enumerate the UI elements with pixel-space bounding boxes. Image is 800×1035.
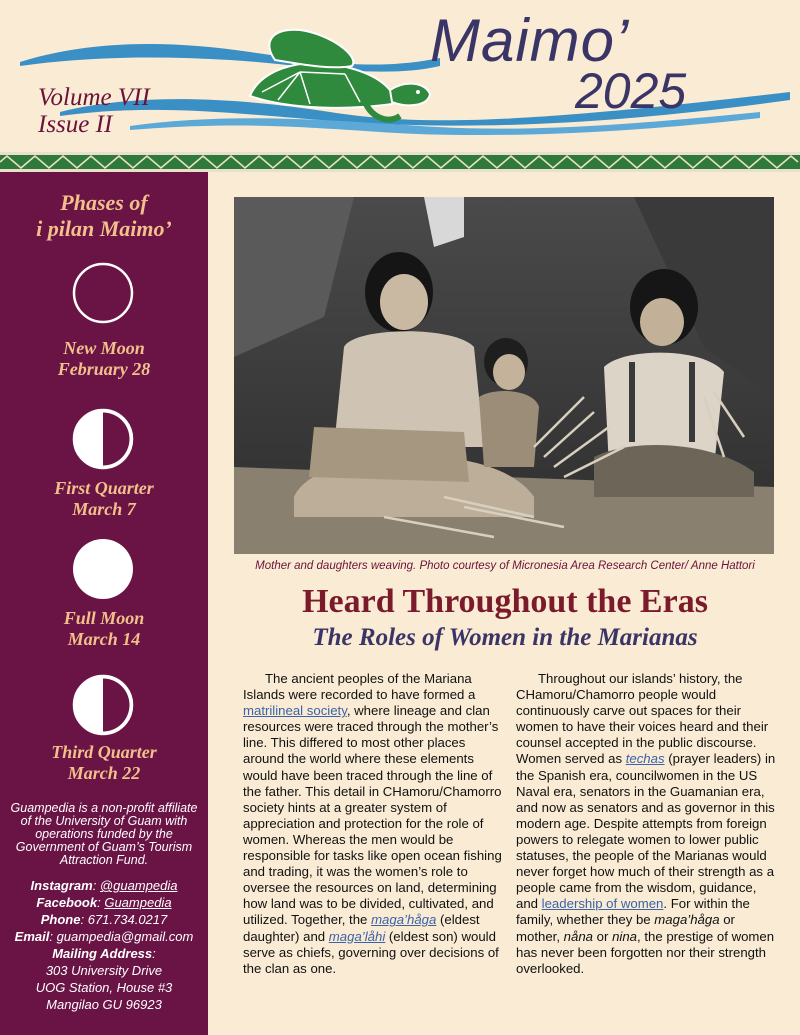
sidebar-heading-line1: Phases of [60,190,148,215]
address-line2: UOG Station, House #3 [35,980,173,995]
col2-emphasis: nina [612,928,637,944]
photo-caption: Mother and daughters weaving. Photo courtesy of Micronesia Area Research Center/ Anne Hattori [255,560,755,572]
volume-label: Volume VII [38,84,150,111]
facebook-link[interactable]: Guampedia [104,895,172,910]
full-moon-icon [72,538,134,600]
col2-text: , the prestige of women has never been forgotten nor their strength overlooked. [516,928,775,976]
sidebar-heading [0,190,208,242]
issue-label: Issue II [38,111,113,138]
matrilineal-society-link[interactable]: matrilineal society [243,703,347,719]
col2-emphasis: nåna [563,928,593,944]
phase-new-moon [0,338,208,380]
magalahi-link[interactable]: maga’låhi [328,928,386,944]
decorative-border [0,152,800,172]
article-headline: Heard Throughout the Eras [302,583,708,620]
phase-full-moon [0,608,208,650]
address-line3: Mangilao GU 96923 [46,997,162,1012]
col2-text: or [593,928,613,944]
instagram-label: Instagram [30,878,93,893]
weaving-photo-illustration [234,197,774,554]
instagram-link[interactable]: @guampedia [99,878,178,893]
volume-issue [38,84,150,138]
first-quarter-moon-icon [72,408,134,470]
facebook-label: Facebook [36,895,98,910]
phase-date: March 22 [67,763,141,783]
new-moon-icon [72,262,134,324]
about-guampedia: Guampedia is a non-profit affiliate of the University of Guam with operations funded by the Government of Guam’s Tourism Attraction Fund. [10,801,198,867]
phase-first-quarter [0,478,208,520]
phase-third-quarter [0,742,208,784]
techas-link[interactable]: techas [625,751,665,767]
phase-date: February 28 [57,359,151,379]
col1-text: (eldest daughter) and [243,912,480,944]
sidebar-heading-line2: i pilan Maimo’ [36,216,172,241]
leadership-of-women-link[interactable]: leadership of women [541,896,664,912]
col2-text: (prayer leaders) in the Spanish era, councilwomen in the US Naval era, senators in the Guamanian era, and now as senators and as governor in this modern age. Despite attempts from foreign powers to relegate women to lower public statuses, the people of the Marianas would never forget how much of their strength as a people came from the wisdom, guidance, and [516,751,776,912]
phone-number: 671.734.0217 [87,912,168,927]
article-column-1 [243,671,508,977]
newsletter-year: 2025 [575,63,687,119]
article-column-2 [516,671,778,977]
mailing-label: Mailing Address [52,946,153,961]
col2-text: or mother, [516,912,735,944]
phone-line: Phone: 671.734.0217 [40,912,168,927]
masthead [0,0,800,152]
email-label: Email [14,929,50,944]
phone-label: Phone [40,912,81,927]
col2-text: Throughout our islands’ history, the CHamoru/Chamorro people would continuously carve out spaces for their women to have their voices heard and their counsel accepted in the public discourse. Women served as [516,671,769,767]
newsletter-title: Maimo’ [430,7,630,74]
article-subheadline: The Roles of Women in the Marianas [312,624,698,651]
weaving-photo [234,197,774,554]
address-line1: 303 University Drive [45,963,163,978]
phase-name: Third Quarter [51,742,157,762]
col2-emphasis: maga’håga [654,912,720,928]
col1-text: , where lineage and clan resources were traced through the mother’s line. This differed to most other places around the world where these elements would have been traced through the line of the father. This detail in CHamoru/Chamorro society hints at a greater system of appreciation and protection for the role of women. Whereas the men would be responsible for tasks like open ocean fishing and trading, it was the women’s role to oversee the resources on land, determining how land was to be divided, cultivated, and utilized. Together, the [243,703,502,928]
magahaga-link[interactable]: maga’håga [371,912,437,928]
phase-name: First Quarter [54,478,154,498]
third-quarter-moon-icon [72,674,134,736]
facebook-line: Facebook: Guampedia [36,895,172,910]
contact-info [4,877,204,1013]
phase-name: Full Moon [63,608,145,628]
col2-text: . For within the family, whether they be [516,896,750,928]
phase-date: March 7 [72,499,136,519]
mailing-line: Mailing Address: [52,946,156,961]
email-address: guampedia@gmail.com [56,929,194,944]
email-line: Email: guampedia@gmail.com [14,929,194,944]
moon-phases-sidebar [0,172,208,1035]
phase-date: March 14 [67,629,141,649]
col1-text: The ancient peoples of the Mariana Islands were recorded to have formed a [243,671,476,703]
instagram-line: Instagram: @guampedia [30,878,178,893]
phase-name: New Moon [63,338,145,358]
col1-text: (eldest son) would serve as chiefs, governing over decisions of the clan as one. [243,928,499,976]
